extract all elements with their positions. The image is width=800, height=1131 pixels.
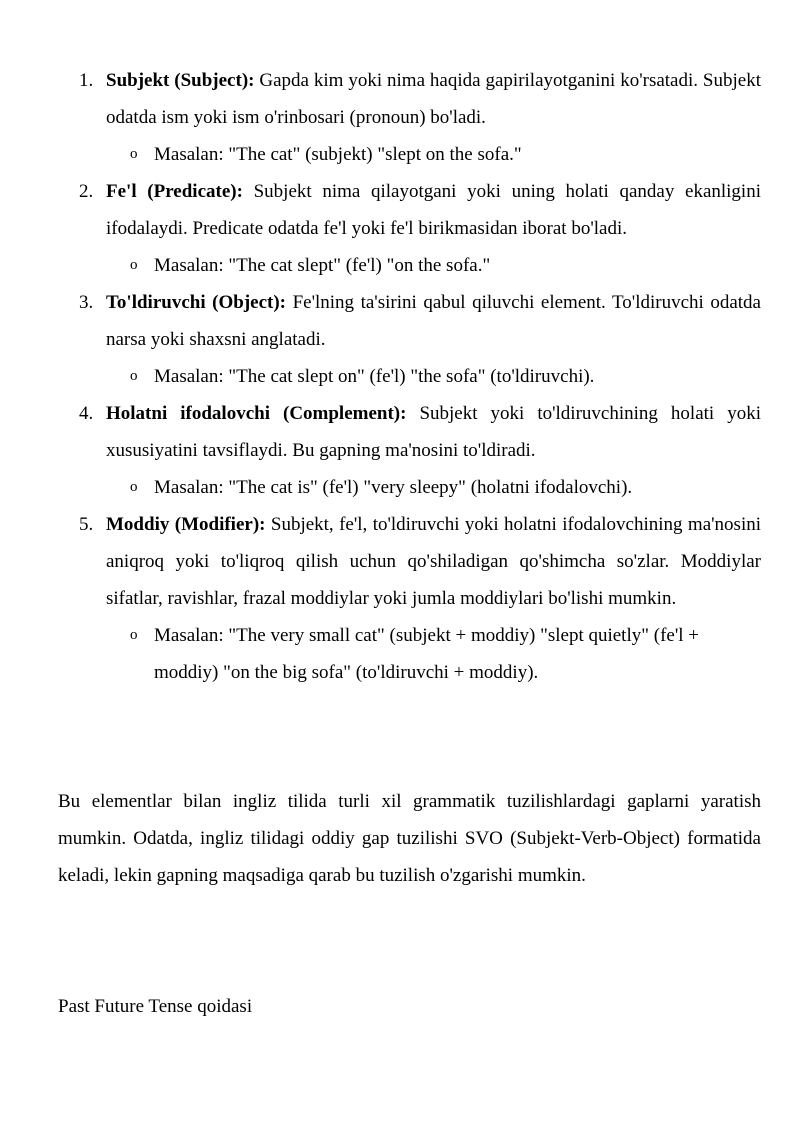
list-item	[79, 284, 761, 395]
term-description: Fe'lning ta'sirini qabul qiluvchi element. To'ldiruvchi odatda narsa yoki shaxsni anglatadi.	[106, 292, 761, 350]
list-number: 5.	[79, 514, 94, 535]
list-item-text	[106, 62, 761, 136]
bullet-icon: o	[130, 146, 138, 162]
term-label: Fe'l (Predicate):	[106, 181, 243, 202]
term-label: Holatni ifodalovchi (Complement):	[106, 403, 407, 424]
list-number: 3.	[79, 292, 94, 313]
list-item	[79, 395, 761, 506]
list-item-text	[106, 173, 761, 247]
example-item	[106, 617, 761, 691]
example-text: Masalan: "The cat slept" (fe'l) "on the sofa."	[154, 255, 491, 276]
example-item	[106, 247, 761, 284]
term-label: To'ldiruvchi (Object):	[106, 292, 287, 313]
list-item-text	[106, 284, 761, 358]
term-description: Subjekt nima qilayotgani yoki uning holati qanday ekanligini ifodalaydi. Predicate odatda fe'l yoki fe'l birikmasidan iborat bo'ladi.	[106, 181, 761, 239]
example-item	[106, 136, 761, 173]
example-text: Masalan: "The very small cat" (subjekt + moddiy) "slept quietly" (fe'l + moddiy) "on the big sofa" (to'ldiruvchi + moddiy).	[154, 625, 699, 683]
list-number: 1.	[79, 70, 94, 91]
list-number: 2.	[79, 181, 94, 202]
term-label: Moddiy (Modifier):	[106, 514, 266, 535]
bullet-icon: o	[130, 257, 138, 273]
example-text: Masalan: "The cat is" (fe'l) "very sleepy" (holatni ifodalovchi).	[154, 477, 633, 498]
term-description: Subjekt, fe'l, to'ldiruvchi yoki holatni ifodalovchining ma'nosini aniqroq yoki to'liqroq qilish uchun qo'shiladigan qo'shimcha so'zlar. Moddiylar sifatlar, ravishlar, frazal moddiylar yoki jumla moddiylari bo'lishi mumkin.	[106, 514, 762, 609]
summary-paragraph: Bu elementlar bilan ingliz tilida turli xil grammatik tuzilishlardagi gaplarni yaratish mumkin. Odatda, ingliz tilidagi oddiy gap tuzilishi SVO (Subjekt-Verb-Object) formatida keladi, lekin gapning maqsadiga qarab bu tuzilish o'zgarishi mumkin.	[58, 791, 761, 886]
list-number: 4.	[79, 403, 94, 424]
example-text: Masalan: "The cat" (subjekt) "slept on the sofa."	[154, 144, 522, 165]
list-item	[79, 506, 762, 691]
section-heading: Past Future Tense qoidasi	[58, 996, 253, 1017]
example-item	[106, 358, 761, 395]
list-item-text	[106, 506, 761, 617]
bullet-icon: o	[130, 368, 138, 384]
numbered-list	[79, 62, 762, 691]
list-item	[79, 62, 761, 173]
term-description: Gapda kim yoki nima haqida gapirilayotganini ko'rsatadi. Subjekt odatda ism yoki ism o'rinbosari (pronoun) bo'ladi.	[106, 70, 761, 128]
example-item	[106, 469, 761, 506]
term-description: Subjekt yoki to'ldiruvchining holati yoki xususiyatini tavsiflaydi. Bu gapning ma'nosini to'ldiradi.	[106, 403, 761, 461]
bullet-icon: o	[130, 627, 138, 643]
list-item	[79, 173, 761, 284]
list-item-text	[106, 395, 761, 469]
bullet-icon: o	[130, 479, 138, 495]
term-label: Subjekt (Subject):	[106, 70, 255, 91]
example-text: Masalan: "The cat slept on" (fe'l) "the sofa" (to'ldiruvchi).	[154, 366, 595, 387]
